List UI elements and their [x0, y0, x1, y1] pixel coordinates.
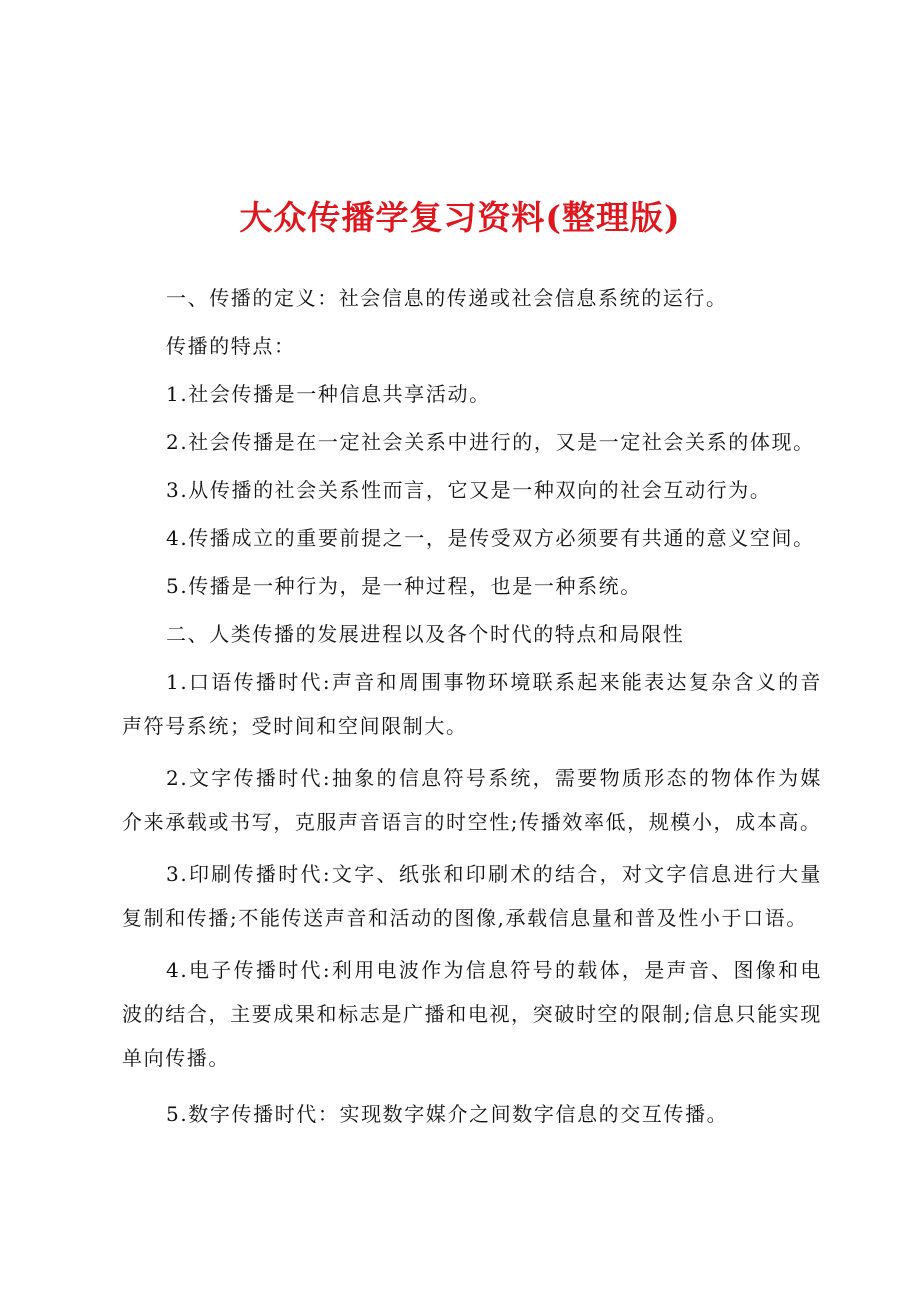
paragraph-era-print: 3.印刷传播时代:文字、纸张和印刷术的结合，对文字信息进行大量复制和传播;不能传送声音和活动的图像,承载信息量和普及性小于口语。 [122, 862, 822, 930]
paragraph-era-writing: 2.文字传播时代:抽象的信息符号系统，需要物质形态的物体作为媒介来承载或书写，克服声音语言的时空性;传播效率低，规模小，成本高。 [122, 766, 822, 834]
paragraph-era-oral: 1.口语传播时代:声音和周围事物环境联系起来能表达复杂含义的音声符号系统；受时间和空间限制大。 [122, 670, 822, 738]
paragraph-era-digital: 5.数字传播时代：实现数字媒介之间数字信息的交互传播。 [166, 1102, 729, 1126]
paragraph-features-heading: 传播的特点： [166, 334, 296, 358]
paragraph-feature-4: 4.传播成立的重要前提之一，是传受双方必须要有共通的意义空间。 [166, 526, 815, 550]
paragraph-feature-2: 2.社会传播是在一定社会关系中进行的，又是一定社会关系的体现。 [166, 430, 815, 454]
paragraph-definition: 一、传播的定义：社会信息的传递或社会信息系统的运行。 [166, 286, 728, 310]
paragraph-era-electronic: 4.电子传播时代:利用电波作为信息符号的载体，是声音、图像和电波的结合，主要成果和标志是广播和电视，突破时空的限制;信息只能实现单向传播。 [122, 958, 822, 1070]
paragraph-section-two-heading: 二、人类传播的发展进程以及各个时代的特点和局限性 [166, 622, 685, 646]
paragraph-feature-1: 1.社会传播是一种信息共享活动。 [166, 382, 491, 406]
paragraph-feature-3: 3.从传播的社会关系性而言，它又是一种双向的社会互动行为。 [166, 478, 772, 502]
paragraph-feature-5: 5.传播是一种行为，是一种过程，也是一种系统。 [166, 574, 642, 598]
document-title: 大众传播学复习资料(整理版) [239, 198, 681, 237]
